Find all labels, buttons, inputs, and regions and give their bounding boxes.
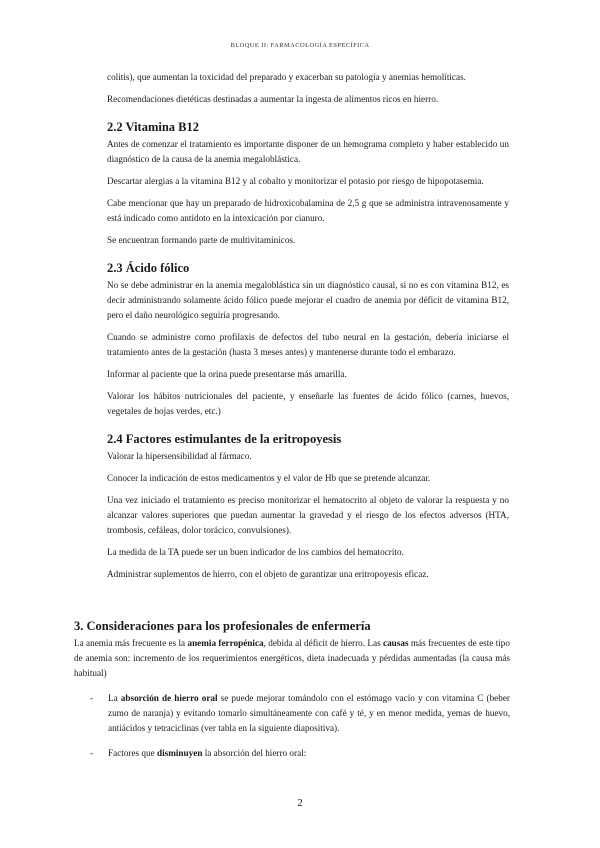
- running-header: BLOQUE II: FARMACOLOGÍA ESPECÍFICA: [230, 42, 370, 49]
- bullet-text: La absorción de hierro oral se puede mejorar tomándolo con el estómago vacío y con vitamina C (beber zumo de naranja) y evitando tomarlo simultáneamente con café y té, y en menor medida, yemas de huevo, antiácidos y tetraciclinas (ver tabla en la siguiente diapositiva).: [108, 693, 510, 733]
- section-2-3-paragraph: Valorar los hábitos nutricionales del paciente, y enseñarle las fuentes de ácido fólico (carnes, huevos, vegetales de hojas verdes, etc.): [107, 391, 509, 416]
- main-content: [107, 70, 509, 589]
- bullet-marker: -: [90, 693, 94, 703]
- section-2-3-heading: 2.3 Ácido fólico: [107, 261, 190, 275]
- section-3-heading: 3. Consideraciones para los profesionales de enfermería: [74, 619, 371, 633]
- section-2-4-paragraph: Administrar suplementos de hierro, con el objeto de garantizar una eritropoyesis eficaz.: [107, 569, 429, 579]
- intro-continuation: colitis), que aumentan la toxicidad del preparado y exacerban su patología y anemias hemolíticas.: [107, 72, 466, 82]
- section-2-4-paragraph: Una vez iniciado el tratamiento es preciso monitorizar el hematocrito al objeto de valorar la respuesta y no alcanzar valores superiores que puedan aumentar la gravedad y el riesgo de los efectos adversos (HTA, trombosis, cefáleas, dolor torácico, convulsiones).: [107, 495, 509, 535]
- list-item: [74, 691, 510, 736]
- section-2-3-paragraph: Cuando se administre como profilaxis de defectos del tubo neural en la gestación, debería iniciarse el tratamiento antes de la gestación (hasta 3 meses antes) y mantenerse durante todo el embarazo.: [107, 332, 509, 357]
- bullet-list: [74, 691, 510, 761]
- section-2-2-paragraph: Se encuentran formando parte de multivitamínicos.: [107, 235, 296, 245]
- bullet-text: Factores que disminuyen la absorción del hierro oral:: [108, 748, 307, 758]
- section-2-4-heading: 2.4 Factores estimulantes de la eritropoyesis: [107, 432, 342, 446]
- section-3: [74, 618, 510, 771]
- section-2-3-paragraph: Informar al paciente que la orina puede presentarse más amarilla.: [107, 369, 347, 379]
- page-number: 2: [297, 797, 303, 809]
- emphasis-disminuyen: disminuyen: [156, 748, 203, 758]
- section-2-3-paragraph: No se debe administrar en la anemia megaloblástica sin un diagnóstico causal, si no es con vitamina B12, es decir administrando solamente ácido fólico puede mejorar el cuadro de anemia por déficit de vitamina B12, pero el daño neurológico seguiría progresando.: [107, 280, 509, 320]
- section-2-4-paragraph: La medida de la TA puede ser un buen indicador de los cambios del hematocrito.: [107, 547, 404, 557]
- emphasis-anemia-ferropenica: anemia ferropénica: [187, 638, 264, 648]
- section-3-intro: La anemia más frecuente es la anemia ferropénica, debida al déficit de hierro. Las causas más frecuentes de este tipo de anemia son: incremento de los requerimientos energéticos, dieta inadecuada y pérdidas aumentadas (la causa más habitual): [74, 638, 510, 678]
- bullet-marker: -: [90, 748, 94, 758]
- emphasis-absorcion: absorción de hierro oral: [120, 693, 218, 703]
- section-2-4-paragraph: Valorar la hipersensibilidad al fármaco.: [107, 451, 252, 461]
- section-2-4-paragraph: Conocer la indicación de estos medicamentos y el valor de Hb que se pretende alcanzar.: [107, 473, 431, 483]
- section-2-2-paragraph: Antes de comenzar el tratamiento es importante disponer de un hemograma completo y haber establecido un diagnóstico de la causa de la anemia megaloblástica.: [107, 139, 509, 164]
- intro-diet-recommendation: Recomendaciones dietéticas destinadas a aumentar la ingesta de alimentos ricos en hierro.: [107, 94, 439, 104]
- list-item: [74, 746, 510, 761]
- section-2-2-heading: 2.2 Vitamina B12: [107, 120, 200, 134]
- section-2-2-paragraph: Descartar alergias a la vitamina B12 y al cobalto y monitorizar el potasio por riesgo de hipopotasemia.: [107, 176, 484, 186]
- section-2-2-paragraph: Cabe mencionar que hay un preparado de hidroxicobalamina de 2,5 g que se administra intravenosamente y está indicado como antídoto en la intoxicación por cianuro.: [107, 198, 509, 223]
- emphasis-causas: causas: [383, 638, 409, 648]
